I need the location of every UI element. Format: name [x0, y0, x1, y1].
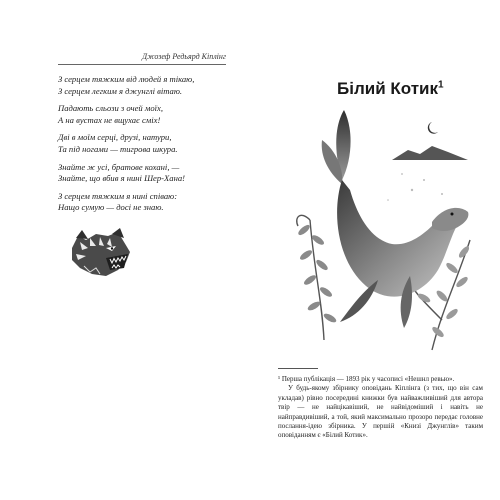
poem-line: З серцем тяжким я нині співаю: [58, 190, 178, 201]
poem-line: А на вустах не вщухає сміх! [58, 114, 161, 125]
footnote [278, 375, 483, 441]
running-head: Джозеф Редьярд Кіплінг [58, 52, 226, 65]
poem-stanza [58, 103, 243, 126]
footnote-divider [278, 368, 318, 369]
poem-line: Дві в моїм серці, друзі, натури, [58, 132, 172, 143]
poem-stanza [58, 162, 243, 185]
seal-with-seaweed-icon [292, 100, 482, 360]
chapter-title [337, 79, 444, 99]
poem-line: Нащо сумую — досі не знаю. [58, 202, 164, 213]
poem-line: Та під ногами — тигрова шкура. [58, 143, 178, 154]
poem-line: З серцем тяжким від людей я тікаю, [58, 74, 195, 84]
poem-line: Знайте ж усі, братове кохані, — [58, 161, 180, 172]
tiger-head-icon [66, 228, 134, 280]
footnote-text: ¹ Перша публікація — 1893 рік у часописі «Нешнл ревью». [278, 375, 455, 383]
poem-line: З серцем легким я джунглі вітаю. [58, 85, 183, 96]
poem-line: Падають сльози з очей моїх, [58, 103, 163, 114]
footnote-text: У будь-якому збірнику оповідань Кіплінга (з тих, що він сам укладав) рівно посередині книжки був найважливіший для автора твір — не найцікавіший, не найвідоміший і навіть не найправдивіший, а той, який максимально прозоро передає головне послання-ідею збірника. У першій «Книзі Джунглів» таким оповіданням є «Білий Котик». [278, 384, 483, 440]
poem-stanza [58, 132, 243, 155]
epigraph-poem [58, 74, 243, 220]
chapter-title-text: Білий Котик [337, 79, 438, 98]
poem-line: Знайте, що вбив я нині Шер-Хана! [58, 173, 185, 184]
footnote-marker: 1 [438, 79, 444, 91]
poem-stanza [58, 191, 243, 214]
poem-stanza [58, 74, 243, 97]
